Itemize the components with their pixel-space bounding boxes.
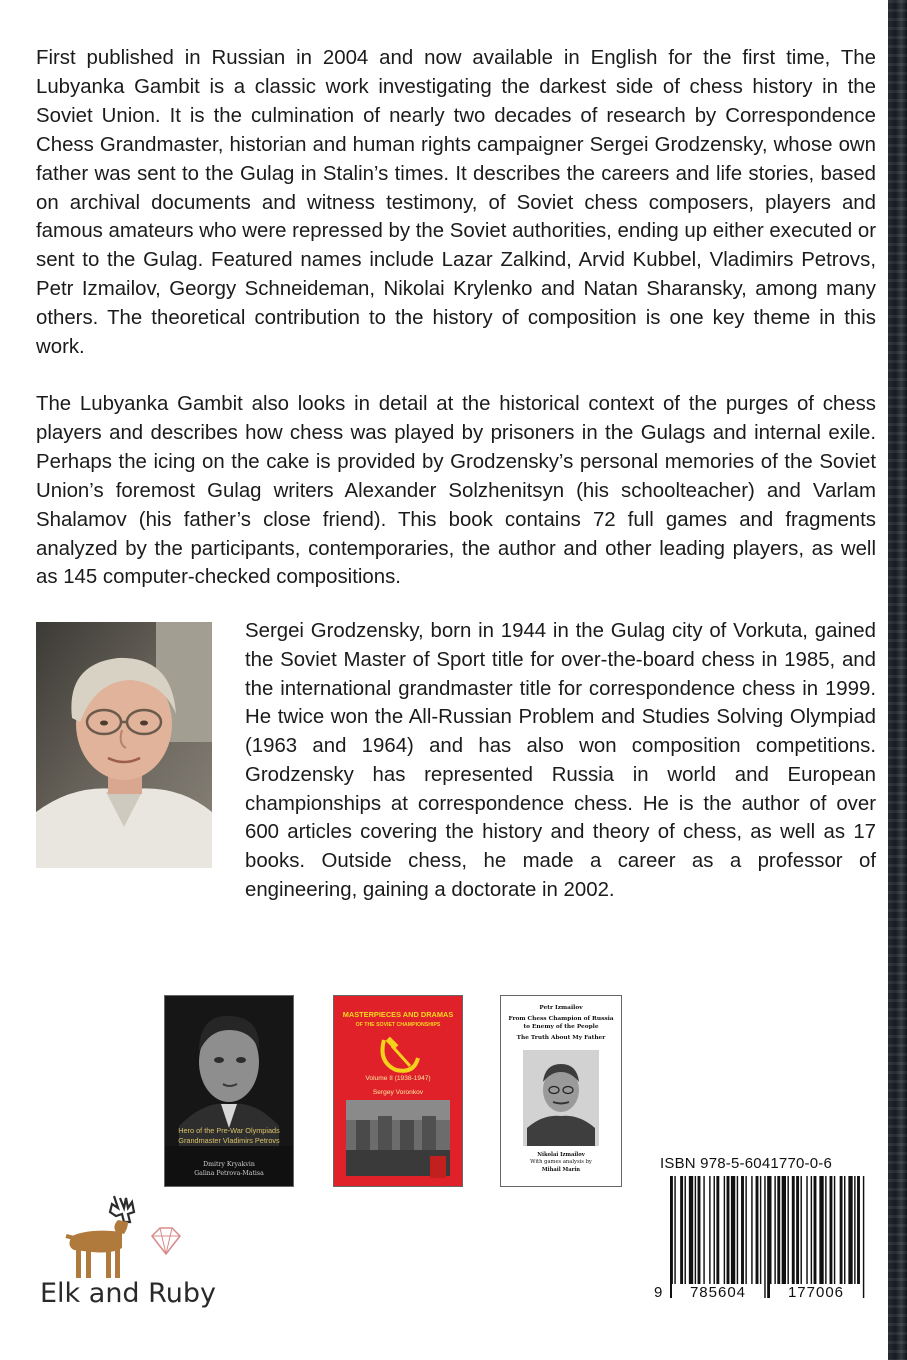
barcode-bar — [840, 1176, 843, 1284]
barcode-bar — [695, 1176, 696, 1284]
author-bio: Sergei Grodzensky, born in 1944 in the Gulag city of Vorkuta, gained the Soviet Master of Sport title for over-the-board chess in 1985, and the international grandmaster title for correspondence chess in 1999. He twice won the All-Russian Problem and Studies Solving Olympiad (1963 and 1964) and has also won composition competitions. Grodzensky has represented Russia in world and European championships at correspondence chess. He is the author of over 600 articles covering the history and theory of chess, as well as 17 books. Outside chess, he made a career as a professor of engineering, gaining a doctorate in 2002. — [245, 620, 876, 901]
barcode-bar — [834, 1176, 835, 1284]
book3-caption: Nikolai Izmailov — [537, 1152, 585, 1158]
barcode-bar — [674, 1176, 675, 1298]
barcode-bar — [756, 1176, 759, 1284]
book1-title-line2: Grandmaster Vladimirs Petrovs — [178, 1136, 280, 1145]
barcode-bar — [848, 1176, 852, 1284]
book3-caption3: Mihail Marin — [541, 1166, 581, 1173]
barcode-bar — [737, 1176, 738, 1284]
description-paragraph-2: The Lubyanka Gambit also looks in detail at the historical context of the purges of chess players and describes how chess was played by prisoners in the Gulags and internal exile. Perhaps the icing on the cake is provided by Grodzensky’s personal memories of the Soviet Union’s foremost Gulag writers Alexander Solzhenitsyn (his schoolteacher) and Varlam Shalamov (his father’s close friend). This book contains 72 full games and fragments analyzed by the participants, contemporaries, the author and other leading players, as well as 145 computer-checked compositions. — [36, 393, 876, 589]
publisher-name: Elk and Ruby — [40, 1278, 216, 1309]
barcode-digits-group2: 177006 — [770, 1284, 862, 1301]
barcode-bar — [825, 1176, 826, 1284]
barcode-bar — [724, 1176, 725, 1284]
barcode-bar — [751, 1176, 752, 1284]
barcode-bar — [689, 1176, 693, 1284]
barcode-bar — [857, 1176, 860, 1284]
barcode-bar — [777, 1176, 780, 1284]
book3-subtitle: The Truth About My Father — [516, 1034, 606, 1041]
barcode-bar — [792, 1176, 795, 1284]
book1-author-line1: Dmitry Kryakvin — [203, 1161, 255, 1168]
barcode-bar — [854, 1176, 855, 1284]
barcode-bar — [703, 1176, 704, 1284]
barcode-bar — [731, 1176, 735, 1284]
barcode-bar — [782, 1176, 786, 1284]
related-book-izmailov-cover — [501, 996, 621, 1186]
barcode-bar — [741, 1176, 744, 1284]
book3-caption2: With games analysis by — [530, 1159, 592, 1166]
description-paragraph-1: First published in Russian in 2004 and now available in English for the first time, The Lubyanka Gambit is a classic work investigating the darkest side of chess history in the Soviet Union. It is the culmination of nearly two decades of research by Correspondence Chess Grandmaster, historian and human rights campaigner Sergei Grodzensky, whose own father was sent to the Gulag in Stalin’s times. It describes the careers and life stories, based on archival documents and witness testimony, of Soviet chess composers, players and famous amateurs who were repressed by the Soviet authorities, ending up either executed or sent to the Gulag. Featured names include Lazar Zalkind, Arvid Kubbel, Vladimirs Petrovs, Petr Izmailov, Georgy Schneideman, Nikolai Krylenko and Natan Sharansky, among many others. The theoretical contribution to the history of composition is one key theme in this work. — [36, 47, 876, 359]
book3-title-line2: to Enemy of the People — [523, 1024, 599, 1031]
barcode-bar — [745, 1176, 746, 1284]
author-photo — [36, 622, 212, 868]
barcode-bar — [670, 1176, 673, 1298]
barcode-bar — [767, 1176, 771, 1298]
book-spine-edge — [888, 0, 907, 1360]
barcode-digits-group1: 785604 — [672, 1284, 764, 1301]
barcode-bar — [709, 1176, 710, 1284]
book3-title-line1: From Chess Champion of Russia — [508, 1015, 614, 1022]
book2-author: Sergey Voronkov — [372, 1089, 424, 1096]
barcode-bar — [727, 1176, 730, 1284]
book2-title-line2: OF THE SOVIET CHAMPIONSHIPS — [355, 1022, 441, 1028]
related-book-masterpieces-cover — [334, 996, 462, 1186]
barcode-bar — [787, 1176, 788, 1284]
barcode-bar — [685, 1176, 686, 1284]
barcode-bar — [863, 1176, 864, 1298]
barcode-bar — [830, 1176, 833, 1284]
barcode-digit-first: 9 — [654, 1284, 663, 1301]
barcode-bar — [819, 1176, 823, 1284]
elk-icon — [66, 1196, 134, 1278]
barcode-bar — [811, 1176, 812, 1284]
isbn-barcode — [652, 1176, 880, 1308]
barcode-bar — [774, 1176, 775, 1284]
book2-title-line1: MASTERPIECES AND DRAMAS — [342, 1010, 454, 1019]
book3-author-top: Petr Izmailov — [539, 1005, 583, 1011]
barcode-bar — [801, 1176, 802, 1284]
barcode-bar — [764, 1176, 765, 1298]
book1-title-line1: Hero of the Pre-War Olympiads — [178, 1126, 280, 1135]
book1-author-line2: Galina Petrova-Matisa — [194, 1170, 264, 1177]
ruby-icon — [152, 1228, 180, 1254]
barcode-bar — [698, 1176, 701, 1284]
book3-portrait — [523, 1050, 599, 1146]
barcode-bar — [760, 1176, 761, 1284]
barcode-bar — [814, 1176, 817, 1284]
related-book-petrovs-cover — [165, 996, 293, 1186]
book2-volume: Volume II (1938-1947) — [365, 1075, 431, 1082]
barcode-bar — [796, 1176, 799, 1284]
barcode-bar — [844, 1176, 845, 1284]
barcode-bar — [806, 1176, 807, 1284]
barcode-bar — [716, 1176, 719, 1284]
isbn-label: ISBN 978-5-6041770-0-6 — [660, 1155, 833, 1172]
barcode-bar — [680, 1176, 683, 1284]
barcode-bar — [714, 1176, 715, 1284]
